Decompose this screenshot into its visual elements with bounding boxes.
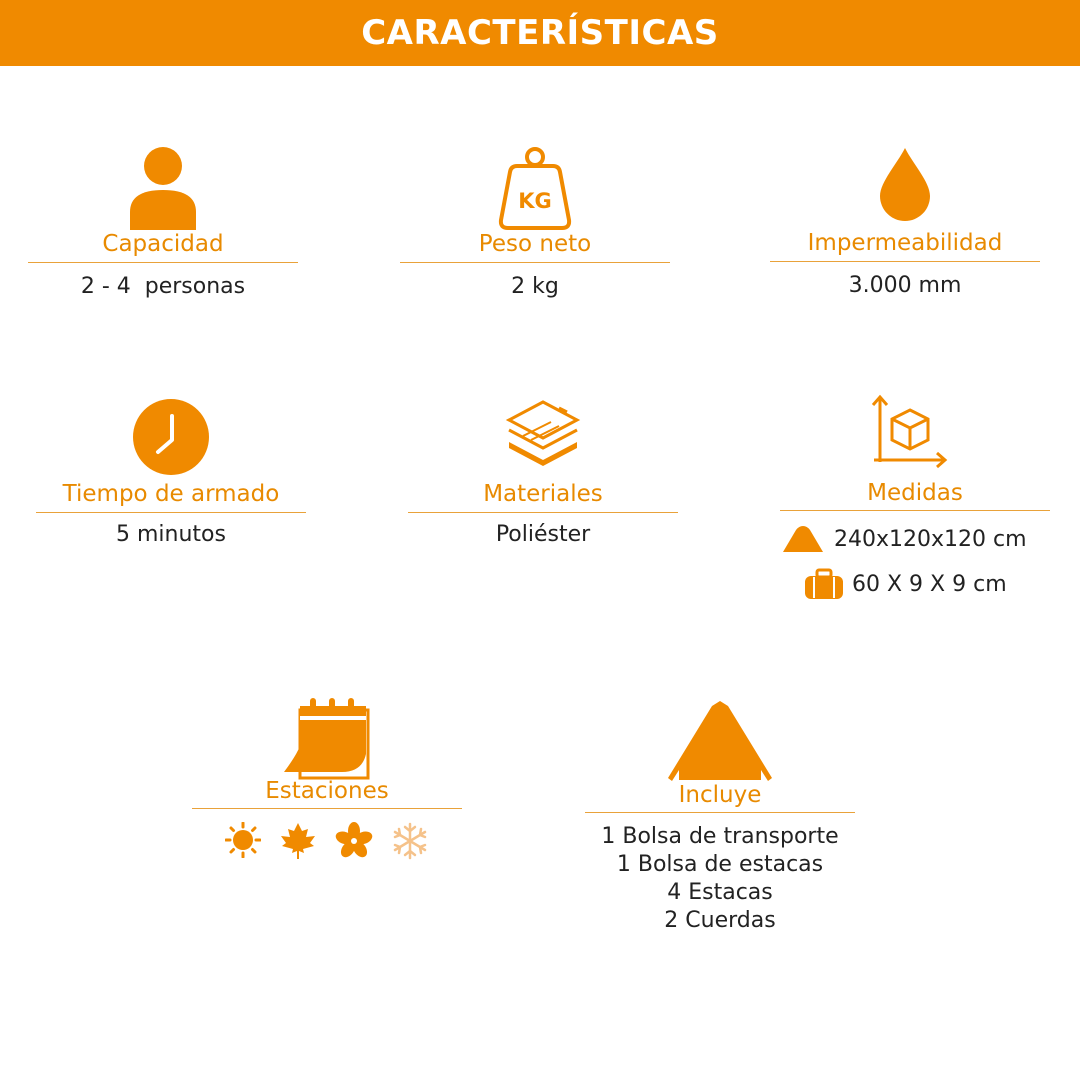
tent-icon	[664, 698, 776, 784]
feature-impermeabilidad	[770, 140, 1040, 310]
capacidad-divider	[28, 262, 298, 263]
medidas-bag-row	[804, 568, 1007, 600]
estaciones-label: Estaciones	[265, 778, 389, 804]
water-drop-icon	[877, 146, 933, 222]
peso-value: 2 kg	[511, 274, 559, 299]
sun-icon	[225, 822, 261, 858]
incluye-list	[545, 823, 895, 935]
impermeabilidad-value: 3.000 mm	[848, 273, 962, 298]
feature-materiales	[408, 390, 678, 560]
materiales-value: Poliéster	[495, 522, 591, 547]
maple-leaf-icon	[279, 822, 317, 860]
feature-incluye	[585, 690, 855, 950]
kg-weight-icon	[497, 146, 573, 232]
estaciones-divider	[192, 808, 462, 809]
medidas-tent-row	[782, 524, 1027, 554]
small-tent-icon	[782, 524, 824, 554]
feature-peso	[400, 140, 670, 310]
capacidad-value: 2 - 4 personas	[80, 274, 246, 299]
peso-divider	[400, 262, 670, 263]
incluye-item: 1 Bolsa de transporte	[601, 824, 839, 849]
peso-label: Peso neto	[478, 231, 592, 257]
medidas-label: Medidas	[867, 480, 963, 506]
impermeabilidad-divider	[770, 261, 1040, 262]
dimensions-cube-icon	[870, 392, 950, 472]
impermeabilidad-label: Impermeabilidad	[807, 230, 1003, 256]
clock-icon	[132, 398, 210, 476]
tiempo-value: 5 minutos	[116, 522, 226, 547]
feature-capacidad	[28, 140, 298, 310]
incluye-item: 1 Bolsa de estacas	[616, 852, 824, 877]
flower-icon	[335, 822, 373, 860]
header-banner	[0, 0, 1080, 66]
snowflake-icon	[391, 822, 429, 860]
season-icons	[192, 822, 462, 860]
medidas-tent-size: 240x120x120 cm	[834, 526, 1027, 552]
incluye-item: 2 Cuerdas	[664, 908, 776, 933]
incluye-divider	[585, 812, 855, 813]
capacidad-label: Capacidad	[102, 231, 224, 257]
calendar-icon	[282, 696, 372, 782]
medidas-divider	[780, 510, 1050, 511]
tiempo-divider	[36, 512, 306, 513]
materiales-divider	[408, 512, 678, 513]
feature-estaciones	[192, 690, 462, 870]
layers-icon	[503, 396, 583, 472]
feature-tiempo	[36, 390, 306, 560]
kg-icon-text: KG	[518, 189, 552, 213]
page-title: CARACTERÍSTICAS	[361, 13, 719, 53]
incluye-item: 4 Estacas	[667, 880, 773, 905]
incluye-label: Incluye	[678, 782, 762, 808]
materiales-label: Materiales	[483, 481, 603, 507]
person-icon	[128, 146, 198, 232]
bag-icon	[804, 568, 844, 600]
medidas-bag-size: 60 X 9 X 9 cm	[852, 571, 1007, 597]
tiempo-label: Tiempo de armado	[62, 481, 280, 507]
